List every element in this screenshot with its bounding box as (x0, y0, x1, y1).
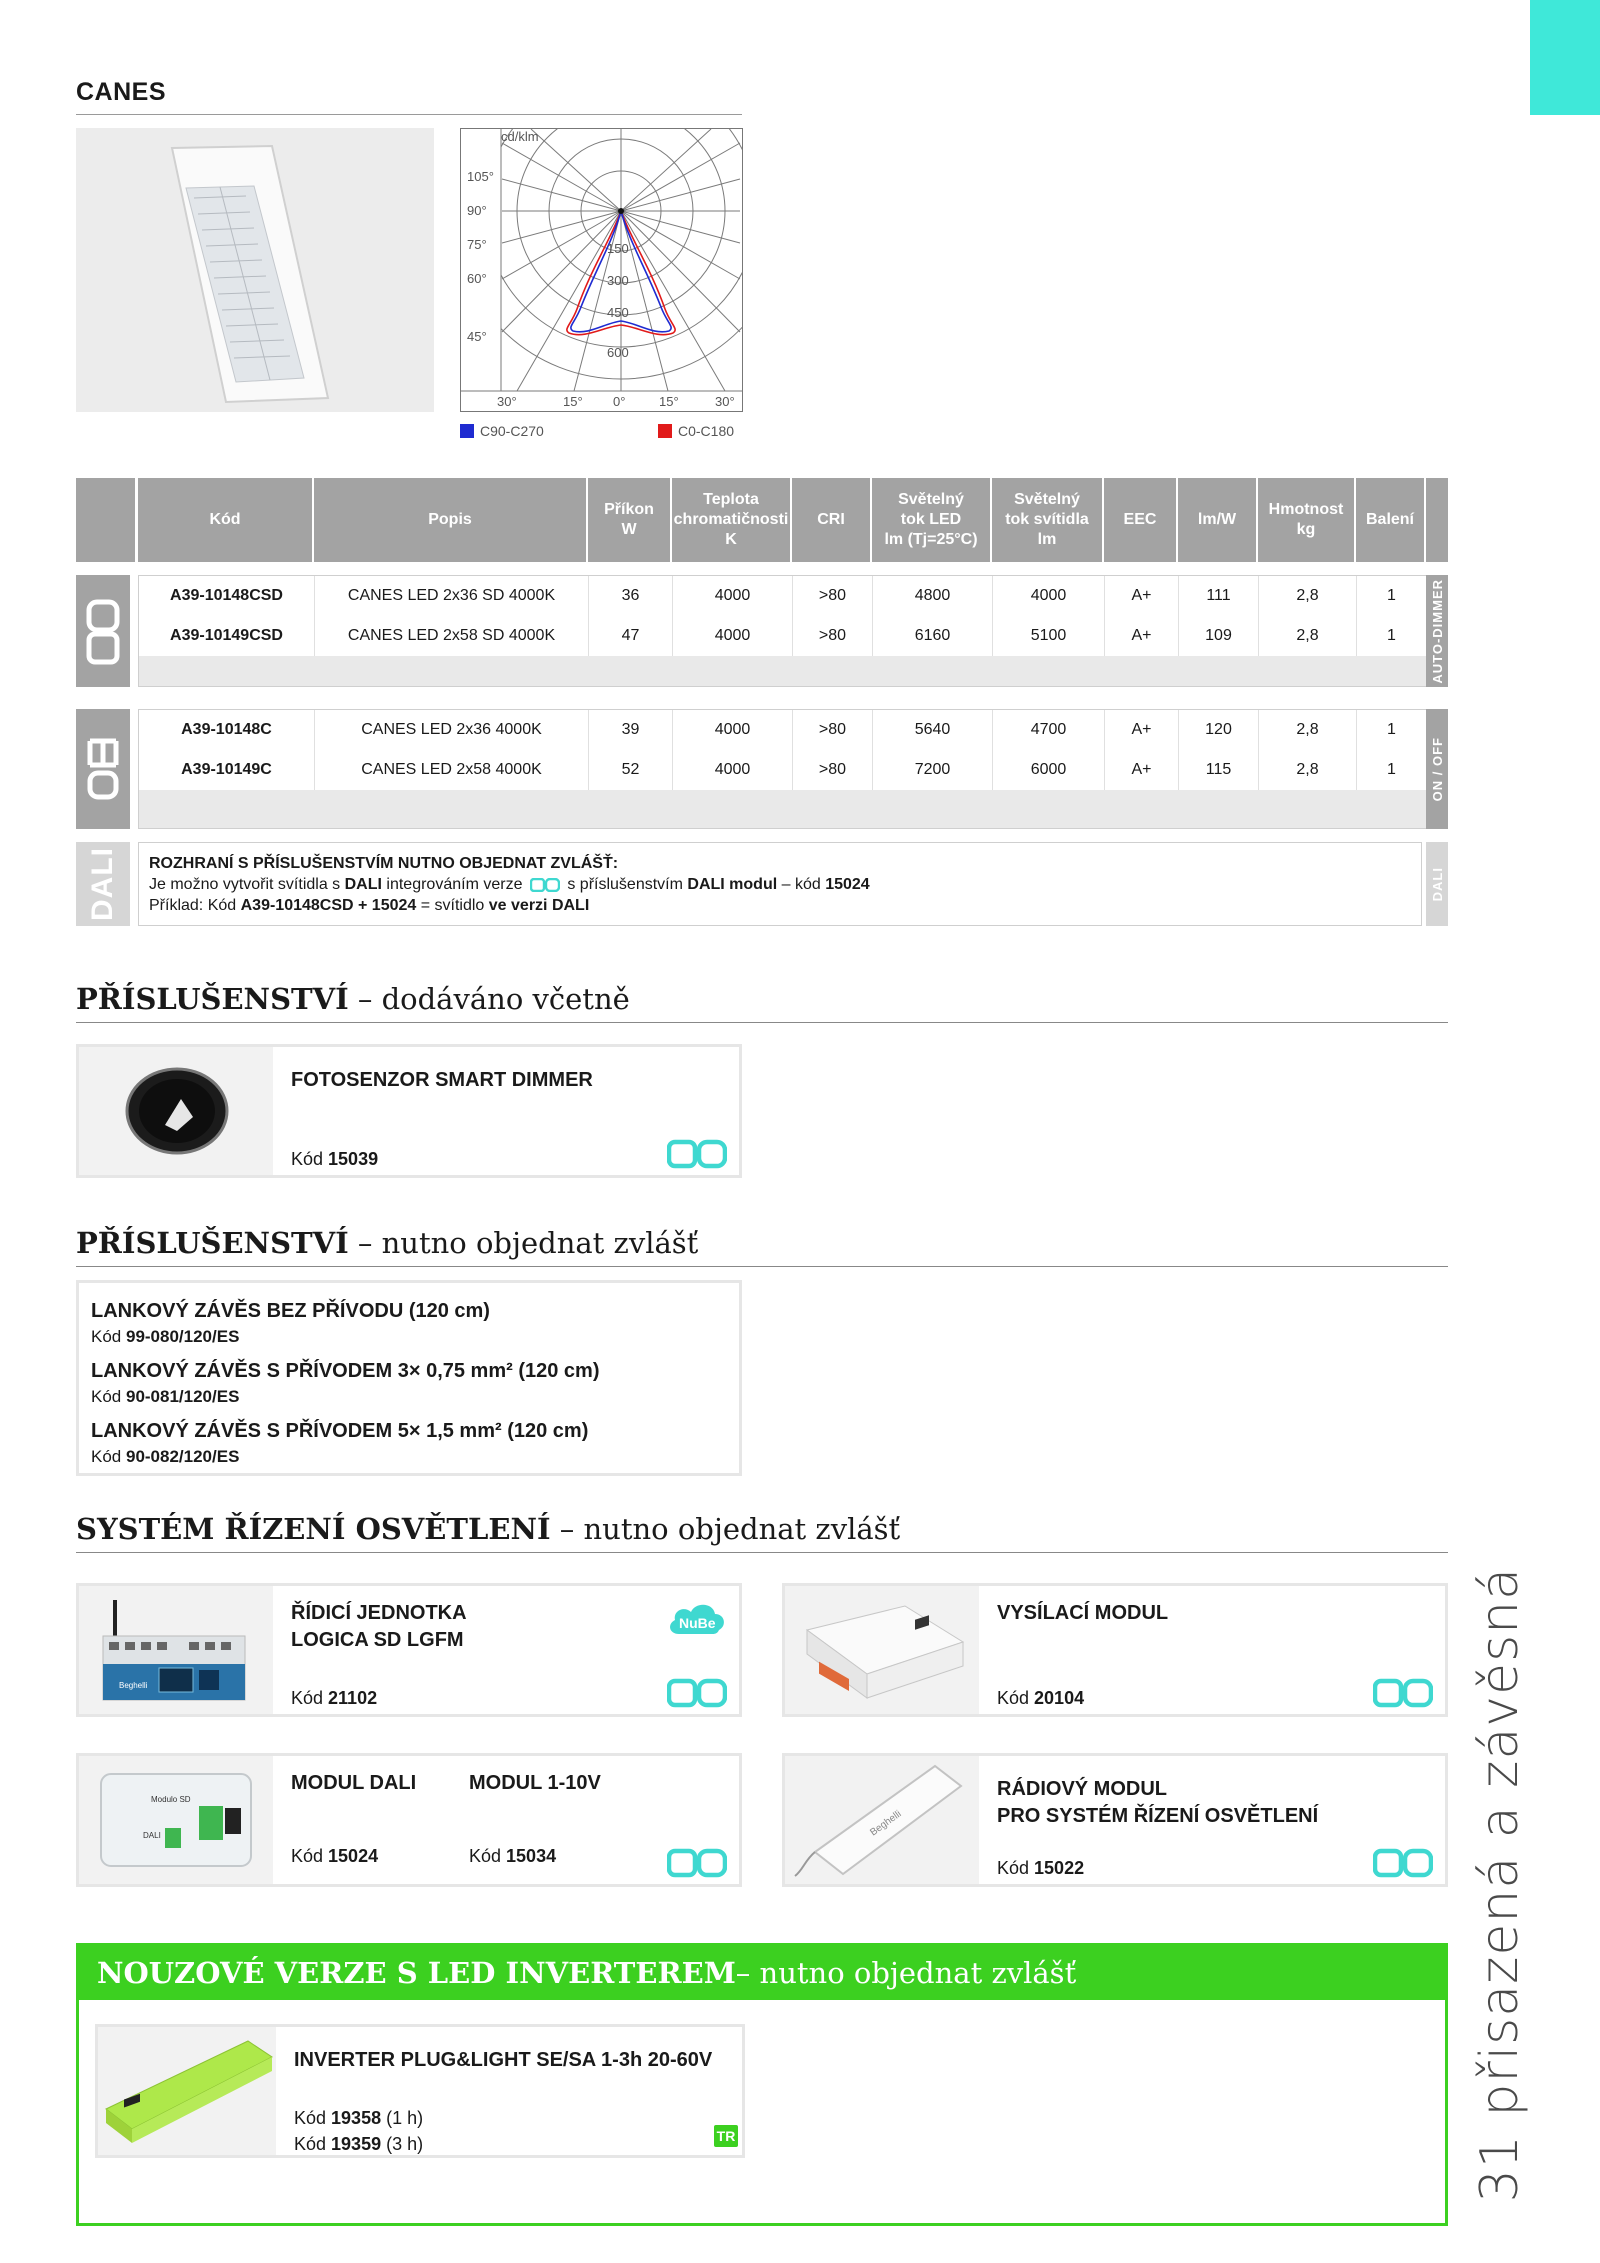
cell-kod: A39-10148CSD (139, 576, 315, 616)
section-heading-bold: PŘÍSLUŠENSTVÍ (76, 1226, 349, 1260)
dali-tag (1426, 842, 1448, 926)
side-page-title-text: 31 přisazená a závěsná (1470, 1567, 1530, 2203)
cell-cri: >80 (793, 576, 873, 616)
control-card-radio-module (782, 1753, 1448, 1887)
table-group-sd (76, 575, 1448, 687)
cell-cri: >80 (793, 616, 873, 656)
dali-side-badge (76, 842, 130, 926)
tr-badge: TR (714, 2125, 738, 2147)
section-heading-rest: – nutno objednat zvlášť (550, 1512, 901, 1546)
table-row-empty (139, 656, 1427, 686)
list-item (91, 1417, 727, 1469)
control-card-logica (76, 1583, 742, 1717)
transmitter-title: VYSÍLACÍ MODUL (997, 1602, 1169, 1624)
polar-bottom-0: 0° (613, 394, 626, 409)
inverter-image (98, 2027, 276, 2155)
code-value: 15039 (328, 1149, 379, 1169)
code-value: 20104 (1034, 1688, 1085, 1708)
cell-tok-led: 5640 (873, 710, 993, 750)
code-value: 21102 (328, 1688, 378, 1708)
cell-baleni: 1 (1357, 616, 1427, 656)
dali-text: integrováním verze (381, 876, 527, 893)
header-teplota-l2: chromatičnosti (673, 511, 789, 528)
header-cri: CRI (792, 478, 872, 562)
dali-text-bold: 15024 (825, 876, 870, 893)
legend-c90 (460, 423, 544, 439)
dali-module-title: MODUL DALI (291, 1772, 417, 1794)
section-heading-rest: – dodáváno včetně (348, 982, 630, 1016)
polar-radial-150: 150 (607, 241, 629, 256)
polar-bottom-15-right: 15° (659, 394, 679, 409)
cell-eec: A+ (1105, 616, 1179, 656)
code-label: Kód (294, 2134, 332, 2154)
cell-teplota: 4000 (673, 710, 793, 750)
header-teplota-l1: Teplota (703, 491, 759, 508)
group-tag-auto-dimmer (1426, 575, 1448, 687)
cell-hmotnost: 2,8 (1259, 710, 1357, 750)
cell-tok-svitidla: 4700 (993, 710, 1105, 750)
header-eec: EEC (1104, 478, 1178, 562)
logica-title-l2: LOGICA SD LGFM (291, 1629, 464, 1651)
cell-hmotnost: 2,8 (1259, 576, 1357, 616)
header-prikon (588, 478, 672, 562)
cell-tok-svitidla: 5100 (993, 616, 1105, 656)
header-tok-led-l1: Světelný (898, 491, 964, 508)
header-hmotnost-l2: kg (1296, 521, 1316, 538)
header-tok-svitidla-l3: lm (1037, 531, 1057, 548)
accessory-card-photosensor (76, 1044, 742, 1178)
dali-text-bold: DALI modul (687, 876, 778, 893)
code-label: Kód (291, 1846, 329, 1866)
header-tok-svitidla-l1: Světelný (1014, 491, 1080, 508)
table-header-lead (76, 478, 138, 562)
cell-kod: A39-10148C (139, 710, 315, 750)
module-110v-code (469, 1846, 556, 1867)
transmitter-image (785, 1586, 979, 1714)
code-label: Kód (91, 1387, 126, 1406)
code-label: Kód (91, 1327, 126, 1346)
table-header (76, 478, 1448, 562)
table-row (139, 710, 1427, 750)
legend-label-c90: C90-C270 (480, 423, 544, 439)
polar-radial-600: 600 (607, 345, 629, 360)
header-hmotnost (1258, 478, 1356, 562)
code-label: Kód (997, 1688, 1035, 1708)
sd-inline-icon (530, 878, 560, 892)
emergency-section (76, 1943, 1448, 2226)
dali-note-line3 (149, 895, 1411, 916)
inverter-card (95, 2024, 745, 2158)
inverter-code-1h (294, 2105, 423, 2131)
cell-lmw: 120 (1179, 710, 1259, 750)
code-value: 15022 (1034, 1858, 1085, 1878)
polar-angle-60: 60° (467, 271, 487, 286)
section-heading-included (76, 982, 1448, 1023)
header-tok-led-l2: tok LED (900, 511, 962, 528)
radio-module-title (997, 1776, 1318, 1830)
radio-module-title-l1: RÁDIOVÝ MODUL (997, 1778, 1167, 1800)
dali-side-label: DALI (86, 847, 119, 921)
cell-teplota: 4000 (673, 616, 793, 656)
suspension-list (76, 1280, 742, 1476)
polar-angle-90: 90° (467, 203, 487, 218)
code-label: Kód (469, 1846, 507, 1866)
cell-popis: CANES LED 2x36 4000K (315, 710, 589, 750)
dali-note-body (138, 842, 1422, 926)
photosensor-image (79, 1047, 273, 1175)
list-item-title: LANKOVÝ ZÁVĚS BEZ PŘÍVODU (120 cm) (91, 1300, 490, 1322)
group-tag-on-off-text: ON / OFF (1429, 736, 1445, 802)
dali-text-bold: DALI (344, 876, 382, 893)
cell-hmotnost: 2,8 (1259, 616, 1357, 656)
table-row (139, 616, 1427, 656)
cell-prikon: 47 (589, 616, 673, 656)
inverter-title: INVERTER PLUG&LIGHT SE/SA 1-3h 20-60V (294, 2049, 713, 2071)
polar-bottom-15-left: 15° (563, 394, 583, 409)
inverter-code-3h (294, 2131, 423, 2157)
polar-unit: cd/klm (501, 129, 539, 144)
group-body-ed (138, 709, 1428, 829)
sd-icon (1373, 1848, 1433, 1878)
code-label: Kód (294, 2108, 332, 2128)
code-label: Kód (291, 1149, 329, 1169)
header-kod: Kód (138, 478, 314, 562)
header-tok-svitidla-l2: tok svítidla (1005, 511, 1089, 528)
cell-popis: CANES LED 2x58 4000K (315, 750, 589, 790)
header-tok-led-l3: lm (Tj=25°C) (884, 531, 978, 548)
cell-cri: >80 (793, 710, 873, 750)
table-group-ed (76, 709, 1448, 829)
polar-bottom-30-right: 30° (715, 394, 735, 409)
cell-tok-led: 4800 (873, 576, 993, 616)
group-badge-sd (76, 575, 130, 687)
sd-icon (667, 1139, 727, 1169)
header-lmw: lm/W (1178, 478, 1258, 562)
sd-icon (667, 1678, 727, 1708)
radio-module-brand: Beghelli (868, 1808, 904, 1839)
table-row (139, 750, 1427, 790)
cell-lmw: 111 (1179, 576, 1259, 616)
dali-module-image (79, 1756, 273, 1884)
cell-popis: CANES LED 2x58 SD 4000K (315, 616, 589, 656)
emergency-heading-bold: NOUZOVÉ VERZE S LED INVERTEREM (97, 1956, 736, 1990)
code-label: Kód (291, 1688, 329, 1708)
side-page-title (1470, 1540, 1530, 2230)
legend-swatch-red (658, 424, 672, 438)
dali-text-bold: A39-10148CSD + 15024 (240, 897, 417, 914)
inverter-codes (294, 2105, 423, 2157)
cell-baleni: 1 (1357, 710, 1427, 750)
code-value: 19359 (331, 2134, 382, 2154)
header-teplota-l3: K (725, 531, 737, 548)
cell-lmw: 109 (1179, 616, 1259, 656)
code-value: 90-081/120/ES (125, 1387, 240, 1406)
radio-module-image (785, 1756, 979, 1884)
dali-text: s příslušenstvím (562, 876, 688, 893)
nube-text: NuBe (679, 1615, 716, 1631)
list-item-title: LANKOVÝ ZÁVĚS S PŘÍVODEM 5× 1,5 mm² (120 cm) (91, 1420, 589, 1442)
cell-lmw: 115 (1179, 750, 1259, 790)
cell-teplota: 4000 (673, 576, 793, 616)
transmitter-code (997, 1688, 1084, 1709)
photosensor-code (291, 1149, 378, 1170)
header-tok-svitidla (992, 478, 1104, 562)
list-item (91, 1357, 727, 1409)
nube-cloud-icon (665, 1600, 729, 1638)
list-item-title: LANKOVÝ ZÁVĚS S PŘÍVODEM 3× 0,75 mm² (120 cm) (91, 1360, 600, 1382)
table-row-empty (139, 790, 1427, 828)
header-prikon-l2: W (621, 521, 637, 538)
title-divider (76, 114, 742, 115)
legend-label-c0: C0-C180 (678, 423, 735, 439)
cell-tok-svitidla: 4000 (993, 576, 1105, 616)
cell-eec: A+ (1105, 750, 1179, 790)
polar-angle-45: 45° (467, 329, 487, 344)
dali-text: = svítidlo (416, 897, 489, 914)
cell-cri: >80 (793, 750, 873, 790)
code-value: 15024 (328, 1846, 379, 1866)
section-heading-bold: SYSTÉM ŘÍZENÍ OSVĚTLENÍ (76, 1512, 551, 1546)
radio-module-title-l2: PRO SYSTÉM ŘÍZENÍ OSVĚTLENÍ (997, 1805, 1319, 1827)
list-item-code (91, 1325, 727, 1349)
dali-note-line1: ROZHRANÍ S PŘÍSLUŠENSTVÍM NUTNO OBJEDNAT ZVLÁŠŤ: (149, 855, 619, 872)
cell-kod: A39-10149CSD (139, 616, 315, 656)
header-teplota (672, 478, 792, 562)
header-tok-led (872, 478, 992, 562)
logica-code (291, 1688, 377, 1709)
cell-prikon: 39 (589, 710, 673, 750)
code-value: 15034 (506, 1846, 557, 1866)
cell-tok-svitidla: 6000 (993, 750, 1105, 790)
cell-prikon: 36 (589, 576, 673, 616)
corner-color-tab (1530, 0, 1600, 115)
dali-module-label: Modulo SD (151, 1795, 191, 1804)
code-label: Kód (997, 1858, 1035, 1878)
cell-eec: A+ (1105, 576, 1179, 616)
dali-text-bold: ve verzi DALI (488, 897, 590, 914)
group-tag-on-off (1426, 709, 1448, 829)
code-suffix: (1 h) (381, 2108, 424, 2128)
emergency-heading (79, 1946, 1445, 2000)
section-heading-bold: PŘÍSLUŠENSTVÍ (76, 982, 349, 1016)
group-body-sd (138, 575, 1428, 687)
code-label: Kód (91, 1447, 126, 1466)
cell-prikon: 52 (589, 750, 673, 790)
section-heading-rest: – nutno objednat zvlášť (348, 1226, 699, 1260)
product-photo (76, 128, 434, 412)
section-heading-separate (76, 1226, 1448, 1267)
cell-teplota: 4000 (673, 750, 793, 790)
dali-module-sub: DALI (143, 1831, 161, 1840)
dali-tag-text: DALI (1429, 866, 1445, 902)
code-value: 90-082/120/ES (125, 1447, 240, 1466)
polar-radial-300: 300 (607, 273, 629, 288)
control-card-dali-module (76, 1753, 742, 1887)
code-value: 99-080/120/ES (125, 1327, 240, 1346)
table-row (139, 576, 1427, 616)
cell-tok-led: 7200 (873, 750, 993, 790)
list-item-code (91, 1385, 727, 1409)
list-item (91, 1297, 727, 1349)
sd-icon (1373, 1678, 1433, 1708)
code-suffix: (3 h) (381, 2134, 424, 2154)
module-110v-title: MODUL 1-10V (469, 1772, 601, 1794)
sd-icon (667, 1848, 727, 1878)
ed-vertical-icon (86, 735, 120, 803)
group-tag-auto-dimmer-text: AUTO-DIMMER (1429, 578, 1445, 684)
polar-radial-450: 450 (607, 305, 629, 320)
cell-eec: A+ (1105, 710, 1179, 750)
polar-angle-105: 105° (467, 169, 494, 184)
dali-module-code (291, 1846, 378, 1867)
dali-text: Příklad: Kód (149, 897, 241, 914)
dali-text: – kód (777, 876, 826, 893)
cell-hmotnost: 2,8 (1259, 750, 1357, 790)
header-popis: Popis (314, 478, 588, 562)
product-title: CANES (76, 78, 167, 106)
polar-angle-75: 75° (467, 237, 487, 252)
logica-title (291, 1600, 467, 1654)
polar-bottom-30-left: 30° (497, 394, 517, 409)
emergency-heading-rest: – nutno objednat zvlášť (735, 1956, 1077, 1990)
dali-note (76, 842, 1448, 926)
group-badge-ed (76, 709, 130, 829)
photosensor-title: FOTOSENZOR SMART DIMMER (291, 1069, 593, 1091)
polar-diagram (460, 128, 743, 412)
header-prikon-l1: Příkon (604, 501, 654, 518)
header-baleni: Balení (1356, 478, 1426, 562)
cell-kod: A39-10149C (139, 750, 315, 790)
logica-title-l1: ŘÍDICÍ JEDNOTKA (291, 1602, 467, 1624)
cell-tok-led: 6160 (873, 616, 993, 656)
list-item-code (91, 1445, 727, 1469)
dali-text: Je možno vytvořit svítidla s (149, 876, 345, 893)
cell-baleni: 1 (1357, 750, 1427, 790)
sd-vertical-icon (86, 597, 120, 665)
logica-device-brand: Beghelli (119, 1681, 148, 1690)
dali-note-line2 (149, 874, 1411, 895)
code-value: 19358 (331, 2108, 382, 2128)
logica-image (79, 1586, 273, 1714)
cell-baleni: 1 (1357, 576, 1427, 616)
control-card-transmitter (782, 1583, 1448, 1717)
header-hmotnost-l1: Hmotnost (1268, 501, 1344, 518)
section-heading-control (76, 1512, 1448, 1553)
radio-module-code (997, 1858, 1084, 1879)
legend-swatch-blue (460, 424, 474, 438)
cell-popis: CANES LED 2x36 SD 4000K (315, 576, 589, 616)
legend-c0 (658, 423, 734, 439)
